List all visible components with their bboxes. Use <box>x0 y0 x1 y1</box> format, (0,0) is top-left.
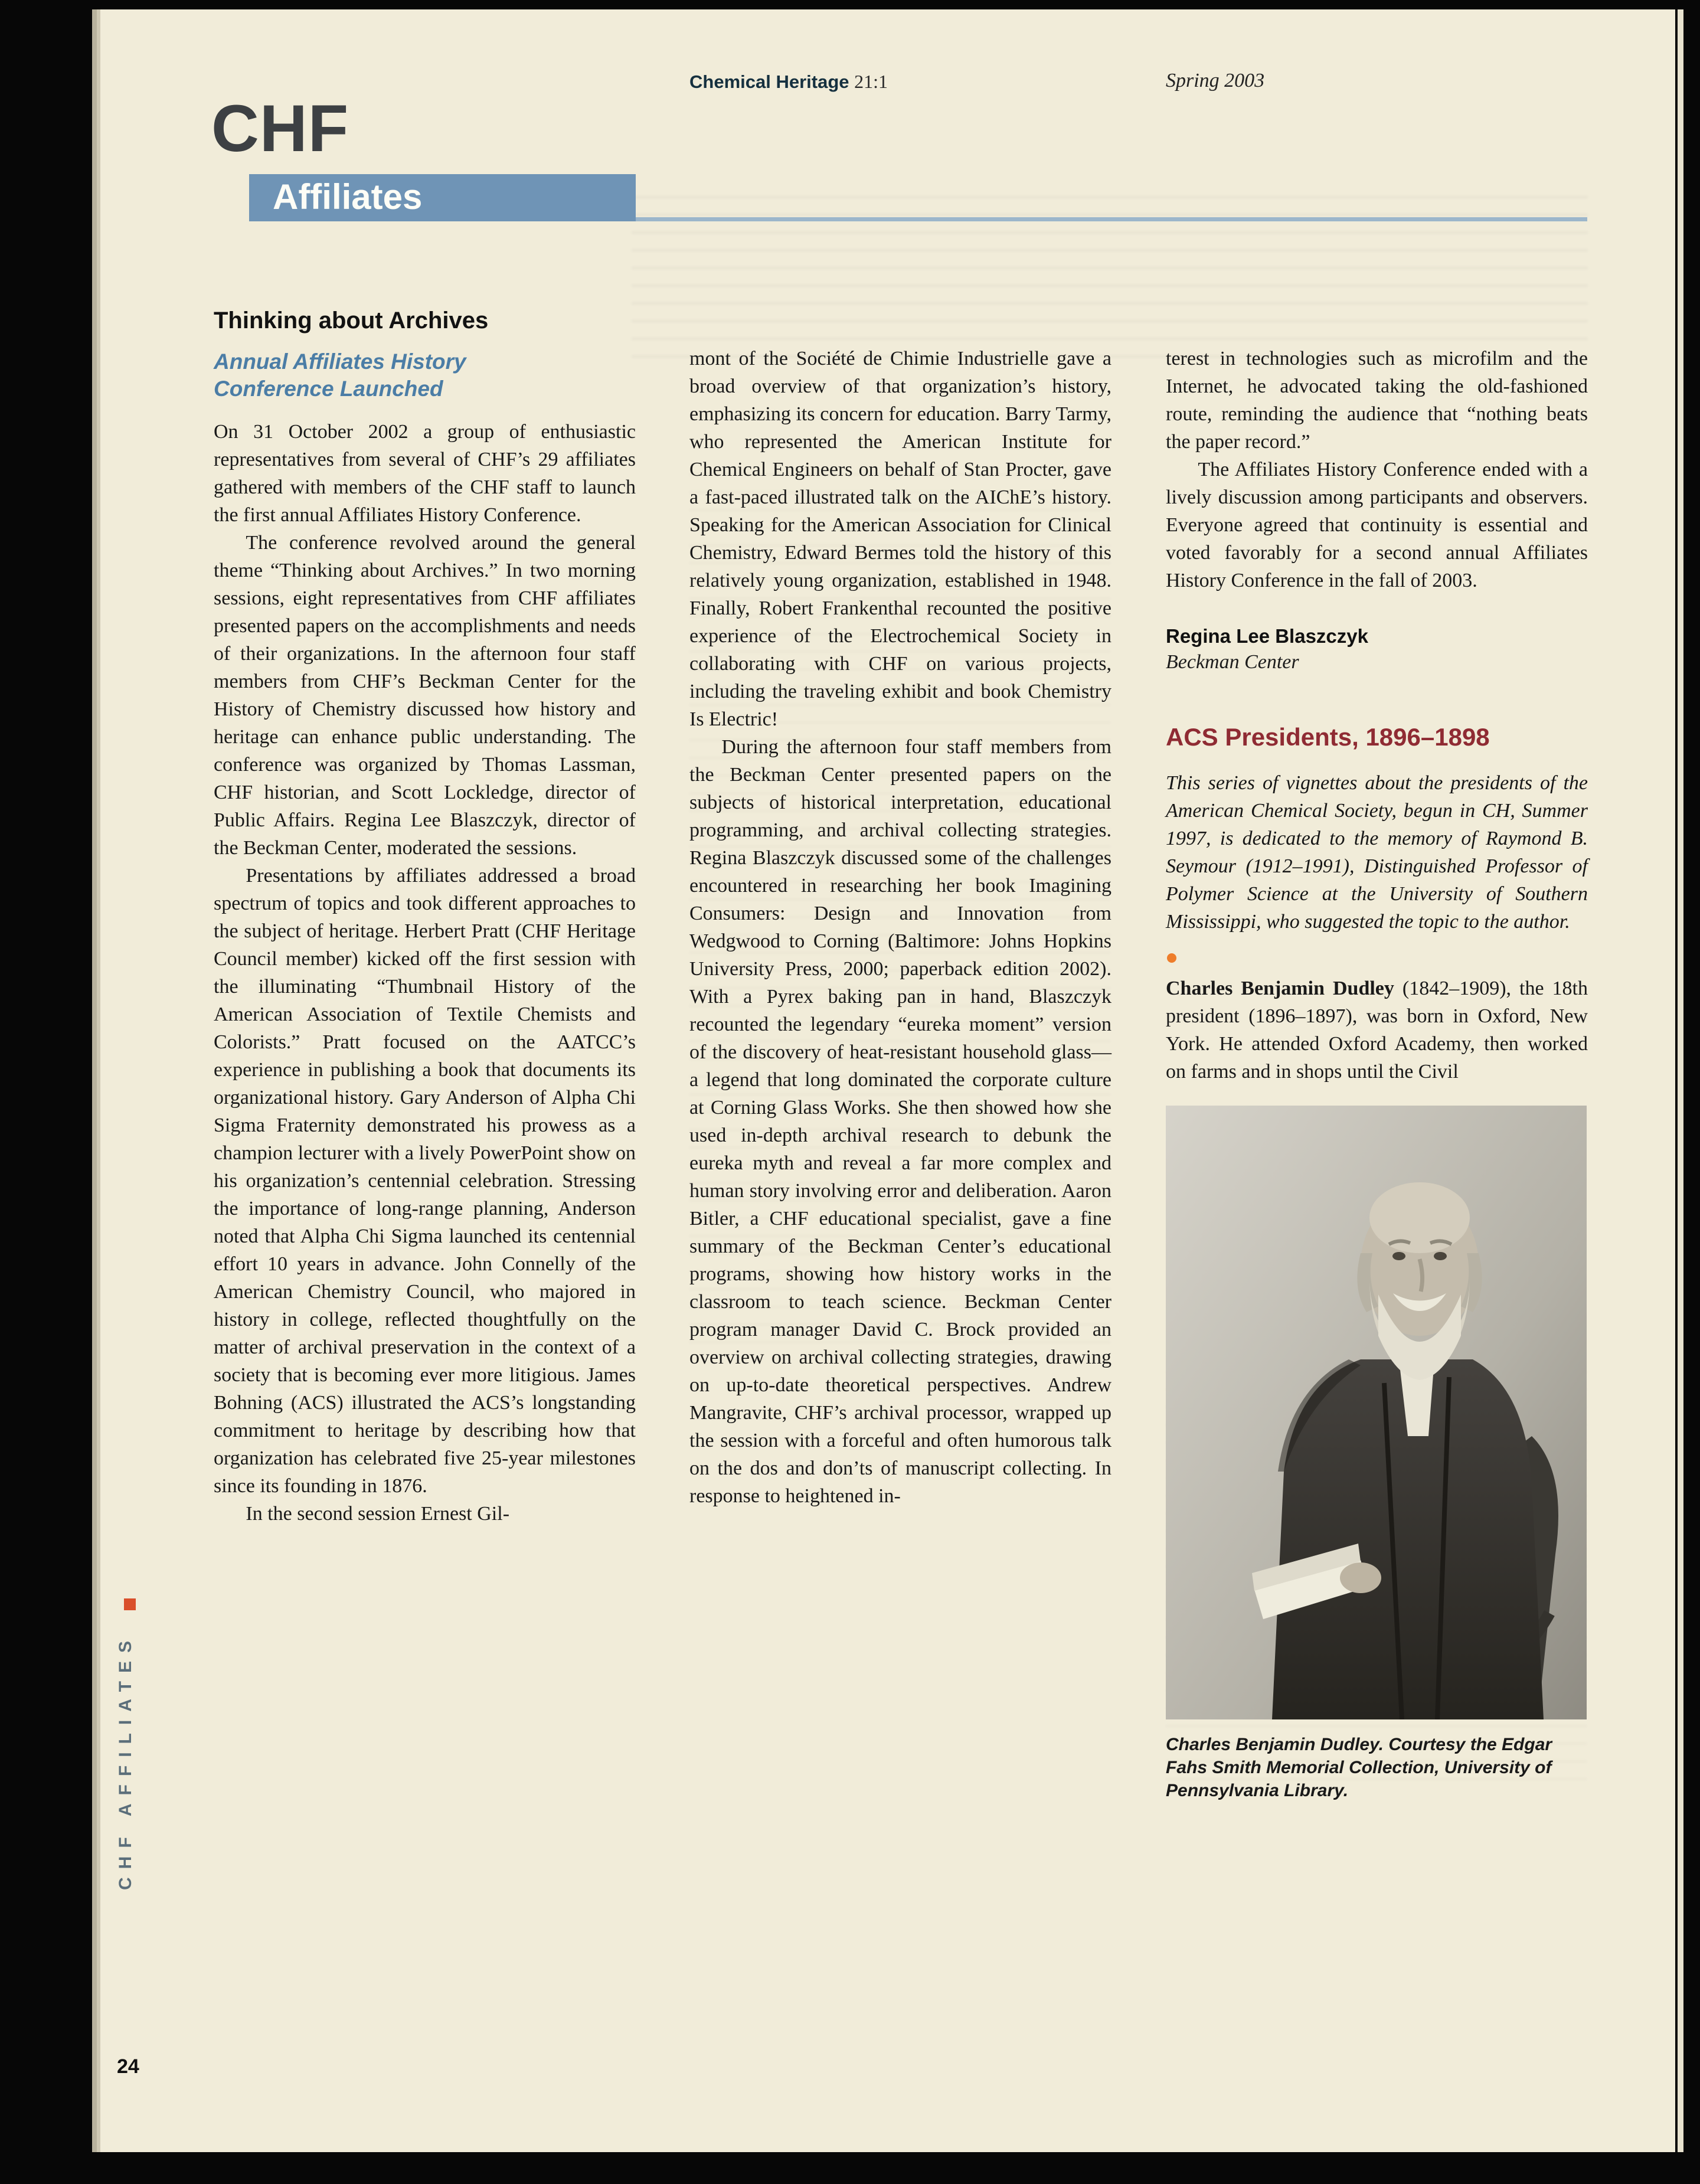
page-number: 24 <box>117 2055 139 2078</box>
journal-name: Chemical Heritage <box>689 71 849 92</box>
photo-caption: Charles Benjamin Dudley. Courtesy the Edgar Fahs Smith Memorial Collection, University of Pennsylvania Library. <box>1166 1735 1552 1800</box>
body-paragraph: During the afternoon four staff members from the Beckman Center presented papers on the subjects of historical interpretation, educational programming, and archival collecting strategies. Regina Blaszczyk discussed some of the challenges encountered in researching her book Imagining Consumers: Design and Innovation from Wedgwood to Corning (Baltimore: Johns Hopkins University Press, 2000; paperback edition 2002). With a Pyrex baking pan in hand, Blaszczyk recounted the legendary “eureka moment” version of the discovery of heat-resistant household glass—a legend that long dominated the corporate culture at Corning Glass Works. She then showed how she used in-depth archival research to debunk the eureka myth and reveal a far more complex and human story involving error and deliberation. Aaron Bitler, a CHF educational specialist, gave a fine summary of the Beckman Center’s educational programs, showing how history works in the classroom to teach science. Beckman Center program manager David C. Brock provided an overview on archival collecting strategies, drawing on up-to-date theoretical perspectives. Andrew Mangravite, CHF’s archival processor, wrapped up the session with a forceful and often humorous talk on the dos and don’ts of manuscript collecting. In response to heightened in- <box>689 736 1111 1507</box>
journal-issue: 21:1 <box>854 71 888 92</box>
body-paragraph: terest in technologies such as microfilm and the Internet, he advocated taking the old-fashioned route, reminding the audience that “nothing beats the paper record.” <box>1166 348 1588 453</box>
byline-name: Regina Lee Blaszczyk <box>1166 625 1368 647</box>
profile-paragraph <box>1166 975 1588 1086</box>
article-subtitle-line: Conference Launched <box>214 377 443 401</box>
byline-affiliation: Beckman Center <box>1166 651 1299 673</box>
body-paragraph: The Affiliates History Conference ended with a lively discussion among participants and observers. Everyone agreed that continuity is essential and voted favorably for a second annual Affiliates History Conference in the fall of 2003. <box>1166 459 1588 591</box>
acs-intro-paragraph: This series of vignettes about the presidents of the American Chemical Society, begun in CH, Summer 1997, is dedicated to the memory of Raymond B. Seymour (1912–1991), Distinguished Professor of Polymer Science at the University of Southern Mississippi, who suggested the topic to the author. <box>1166 772 1588 933</box>
body-paragraph: The conference revolved around the general theme “Thinking about Archives.” In two morning sessions, eight representatives from CHF affiliates presented papers on the accomplishments and needs of their organizations. In the afternoon four staff members from CHF’s Beckman Center for the History of Chemistry discussed how history and heritage can enhance public understanding. The conference was organized by Thomas Lassman, CHF historian, and Scott Lockledge, director of Public Affairs. Regina Lee Blaszczyk, director of the Beckman Center, moderated the sessions. <box>214 532 636 859</box>
print-bleedthrough <box>632 181 1588 358</box>
vertical-section-label: CHF AFFILIATES <box>116 1633 135 1890</box>
article-subtitle <box>214 348 636 403</box>
masthead-section-band <box>249 174 636 221</box>
masthead-org: CHF <box>211 91 349 165</box>
column-3 <box>1166 345 1588 1802</box>
body-paragraph: In the second session Ernest Gil- <box>246 1503 510 1525</box>
running-head-journal <box>689 71 888 93</box>
portrait-figure <box>1166 1106 1588 1802</box>
column-2 <box>689 345 1111 1510</box>
section-title: Thinking about Archives <box>214 308 489 334</box>
acs-presidents-title: ACS Presidents, 1896–1898 <box>1166 723 1490 751</box>
body-paragraph: Presentations by affiliates addressed a broad spectrum of topics and took different approaches to the subject of heritage. Herbert Pratt (CHF Heritage Council member) kicked off the first session with the illuminating “Thumbnail History of the American Association of Textile Chemists and Colorists.” Pratt focused on the AATCC’s experience in publishing a book that documents its organizational history. Gary Anderson of Alpha Chi Sigma Fraternity demonstrated his prowess as a champion lecturer with a lively PowerPoint show on his organization’s centennial celebration. Stressing the importance of long-range planning, Anderson noted that Alpha Chi Sigma launched its centennial effort 10 years in advance. John Connelly of the American Chemistry Council, who majored in history in college, reflected thoughtfully on the matter of archival preservation in the context of a society that is becoming ever more litigious. James Bohning (ACS) illustrated the ACS’s longstanding commitment to heritage by describing how that organization has celebrated five 25-year milestones since its founding in 1876. <box>214 865 636 1497</box>
masthead-rule <box>636 217 1587 221</box>
running-head-season: Spring 2003 <box>1166 70 1265 91</box>
page-paper <box>100 9 1675 2152</box>
byline <box>1166 625 1588 673</box>
portrait-photo <box>1166 1106 1587 1719</box>
masthead-section-label: Affiliates <box>273 177 423 217</box>
profile-text: (1842–1909), the 18th president (1896–1897), was born in Oxford, New York. He attended Oxford Academy, then worked on farms and in shops until the Civil <box>1166 977 1588 1083</box>
article-subtitle-line: Annual Affiliates History <box>214 349 466 374</box>
column-1 <box>214 308 636 1528</box>
section-bullet-icon <box>1167 953 1176 963</box>
sidebar-square-icon <box>124 1598 136 1610</box>
page-edge <box>1678 9 1683 2152</box>
body-paragraph: mont of the Société de Chimie Industrielle gave a broad overview of that organization’s history, emphasizing its concern for education. Barry Tarmy, who represented the American Institute for Chemical Engineers on behalf of Stan Procter, gave a fast-paced illustrated talk on the AIChE’s history. Speaking for the American Association for Clinical Chemistry, Edward Bermes told the history of this relatively young organization, established in 1948. Finally, Robert Frankenthal recounted the positive experience of the Electrochemical Society in collaborating with CHF on various projects, including the traveling exhibit and book Chemistry Is Electric! <box>689 348 1111 730</box>
body-paragraph: On 31 October 2002 a group of enthusiastic representatives from several of CHF’s 29 affiliates gathered with members of the CHF staff to launch the first annual Affiliates History Conference. <box>214 421 636 526</box>
profile-name: Charles Benjamin Dudley <box>1166 977 1394 999</box>
